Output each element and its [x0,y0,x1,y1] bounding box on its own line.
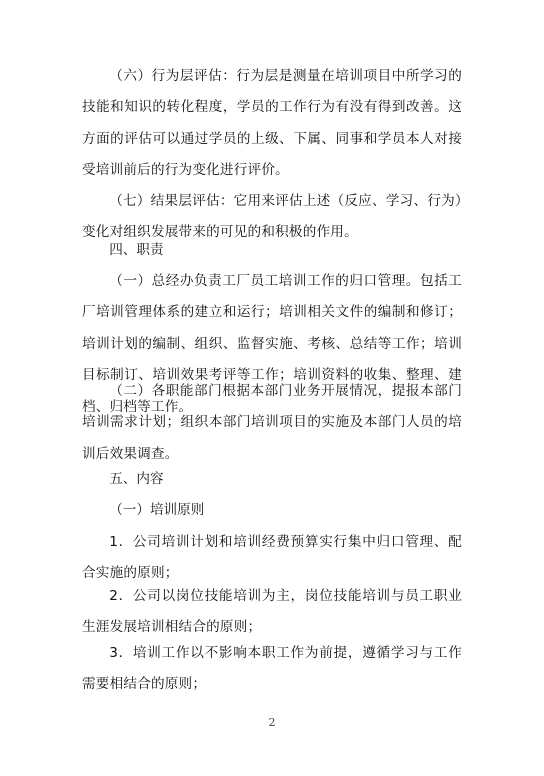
principle-item-2: 2．公司以岗位技能培训为主，岗位技能培训与员工职业生涯发展培训相结合的原则； [82,588,462,636]
paragraph-general-office-duty: （一）总经办负责工厂员工培训工作的归口管理。包括工厂培训管理体系的建立和运行；培训相关文件的编制和修订；培训计划的编制、组织、监督实施、考核、总结等工作；培训目标制订、培训效果考评等工作；培训资料的收集、整理、建档、归档等工作。 [82,273,462,415]
section-heading-content: 五、内容 [109,471,164,487]
section-heading-responsibilities: 四、职责 [109,242,164,258]
page-number: 2 [268,716,276,729]
principle-item-1: 1．公司培训计划和培训经费预算实行集中归口管理、配合实施的原则； [82,534,462,582]
paragraph-departments-duty: （二）各职能部门根据本部门业务开展情况，提报本部门培训需求计划；组织本部门培训项目的实施及本部门人员的培训后效果调查。 [82,383,462,462]
principle-item-3: 3．培训工作以不影响本职工作为前提，遵循学习与工作需要相结合的原则； [82,645,462,693]
subsection-heading-training-principles: （一）培训原则 [109,502,205,518]
paragraph-result-level-evaluation: （七）结果层评估：它用来评估上述（反应、学习、行为）变化对组织发展带来的可见的和积极的作用。 [82,193,462,241]
paragraph-behavior-level-evaluation: （六）行为层评估：行为层是测量在培训项目中所学习的技能和知识的转化程度，学员的工作行为有没有得到改善。这方面的评估可以通过学员的上级、下属、同事和学员本人对接受培训前后的行为变化进行评价。 [82,68,462,179]
